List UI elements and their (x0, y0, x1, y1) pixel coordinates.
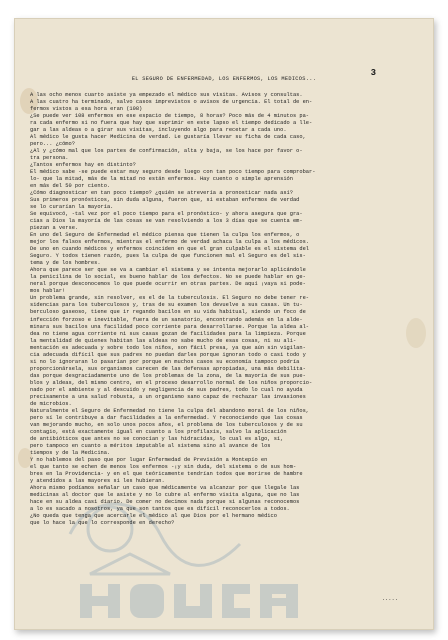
text-line: bres en la Providencia- y en el que teóricamente tendrían todos que morirse de hambre (30, 470, 303, 477)
text-line: mejor los falsos enfermos, mientras el enfermo de verdad achaca la culpa a los médicos. (30, 239, 309, 246)
text-line: ¿Tantos enfermos hay en distinto? (30, 162, 136, 169)
text-line: mos hablar! (30, 288, 66, 295)
text-line: tema y de los hombres. (30, 260, 101, 267)
document-sheet (14, 18, 434, 630)
text-line: Y no hablemos del paso que por lugar Enfermedad de Previsión a Montepío en (30, 456, 268, 463)
text-line: de antibióticos que antes no se conocían y las hidracidas, lo cual es algo, sí, (30, 435, 284, 442)
text-line: se lo curarían la mayoría. (30, 204, 114, 211)
text-line: ¿Al y ¿cómo mal que los partes de confirmación, alta y baja, se los hace por favor o- (30, 148, 303, 155)
text-line: Seguro. Y todos tienen razón, pues la culpa de que funcionen mal el Seguro es del sis- (30, 253, 306, 260)
text-line: Naturalmente el Seguro de Enfermedad no tiene la culpa del abandono moral de los niños, (30, 407, 309, 414)
text-line: Se equivocó, -tal vez por el poco tiempo para el pronóstico- y ahora asegura que gra- (30, 211, 303, 218)
text-line: pero sí le contribuye a dar facilidades a la enfermedad. Y reconociendo que las cosas (30, 414, 303, 421)
text-line: cias a Dios la mayoría de las cosas se van resolviendo a los 3 días que se cuenta em- (30, 218, 303, 225)
text-line: contagio, está exactamente igual en cuanto a los profilaxis, salvo la aplicación (30, 428, 287, 435)
text-line: minara sus bacilos una facilidad poco corriente para desarrollarse. Porque la aldea al- (30, 323, 309, 330)
text-line: De uno en cuando médicos y enfermos coinciden en que el gran culpable es el sistema del (30, 246, 309, 253)
text-line: hace en su aldea casi diario. De comer no decimos nada porque si algunas reconocemos (30, 498, 300, 505)
text-line: Sus primeros pronósticos, sin duda alguna, fueron que, si estaban enfermos de verdad (30, 197, 300, 204)
text-line: nado por el ambiente y al descuido y negligencia de sus padres, todo lo cual no ayuda (30, 386, 303, 393)
text-line: ra cada enfermo si no fuera que hay que suprimir en este lapso el tiempo dedicado a lle- (30, 120, 313, 127)
text-line: pero tampoco en cuanto a méritos imputable al sistema sino al avance de los (30, 442, 271, 449)
body-text (30, 92, 422, 527)
text-line: gar a las aldeas o a girar sus visitas, incluyendo algo para recetar a cada uno. (30, 127, 287, 134)
text-line: piezan a verse. (30, 225, 79, 232)
text-line: fermos vistos a esa hora eran (108) (30, 106, 143, 113)
text-line: El médico sabe -se puede estar muy seguro desde luego con tan poco tiempo para comprobar- (30, 169, 316, 176)
text-line: en más del 50 por ciento. (30, 183, 111, 190)
text-line: precisamente a una salud robusta, a un organismo sano capaz de rechazar las invasiones (30, 393, 306, 400)
text-line: la mentalidad de quienes habitan las aldeas no sabe mucho de esas cosas, ni su ali- (30, 337, 297, 344)
text-line: a lo es sacado a nosotros, ya que son tantos que es difícil reconocerlos a todos. (30, 505, 290, 512)
text-line: Al médico le gusta hacer Medicina de verdad. Le gustaría llevar su ficha de cada caso, (30, 134, 306, 141)
text-line: lo- que la mitad, más de la mitad no están enfermos. Hay cuento o simple aprensión (30, 176, 293, 183)
text-line: pero... ¿cómo? (30, 141, 75, 148)
text-line: sidencias para los tuberculosos y, tras de su examen los devuelve a sus casas. Un tu- (30, 302, 303, 309)
text-line: ¿Se puede ver 108 enfermos en ese espacio de tiempo, 8 horas? Poco más de 4 minutos pa- (30, 113, 309, 120)
text-line: dea no tiene agua corriente ni sus casas gozan de facilidades para la limpieza. Porque (30, 330, 306, 337)
text-line: tra persona. (30, 155, 69, 162)
closing-ellipsis: ..... (381, 596, 398, 602)
text-line: van mejorando mucho, en solo unos pocos años, el problema de los tuberculosos y de su (30, 421, 303, 428)
text-line: das porque desgraciadamente uno de los problemas de la zona, de la mayoría de sus pue- (30, 372, 306, 379)
text-line: berculoso gaseoso, tiene que ir regando bacilos en su vida habitual, siendo un foco de (30, 309, 306, 316)
text-line: A las cuatro ha terminado, salvo casos imprevistos o avisos de urgencia. El total de en- (30, 99, 313, 106)
text-line: En uno del Seguro de Enfermedad el médico piensa que tienen la culpa los enfermos, o (30, 232, 300, 239)
text-line: ¿Cómo diagnosticar en tan poco tiempo? ¿quién se atrevería a pronosticar nada así? (30, 190, 293, 197)
text-line: si no lo ignoraran lo pasarían por porque en muchos casos su economía tampoco podría (30, 358, 300, 365)
text-line: proporcionársela, sus organismos carecen de las defensas apropiadas, una más debilita- (30, 365, 306, 372)
text-line: la penicilina de lo social, es bueno hablar de los defectos. No se puede hablar en ge- (30, 274, 306, 281)
page-number: 3 (370, 68, 376, 78)
text-line: mentación es adecuada y sobre todo los niños, son fácil presa, ya que aún sin vigilan- (30, 344, 306, 351)
text-line: Un problema grande, sin resolver, es el de la tuberculosis. El Seguro no debe tener re- (30, 295, 309, 302)
text-line: infección forzoso e inevitable, fuera de un sanatorio, encontrando además en la alde- (30, 316, 303, 323)
text-line: Ahora que parece ser que se va a cambiar el sistema y se intenta mejorarlo aplicándole (30, 267, 306, 274)
text-line: tiempos y de la Medicina. (30, 449, 111, 456)
text-line: medicinas al doctor que le asiste y no lo cubre al enfermo visita alguna, que no las (30, 491, 300, 498)
text-line: neral porque desconocemos lo que puede ocurrir en otras partes. De aquí ¡vaya si pode- (30, 281, 306, 288)
text-line: Ahora mismo podíamos señalar un caso que médicamente va alcanzar por que llegale las (30, 484, 300, 491)
text-line: de microbios. (30, 400, 72, 407)
text-line: A las ocho menos cuarto asiste ya empezado el médico sus visitas. Avisos y consultas. (30, 92, 303, 98)
text-line: el que tanto se echen de menos los enfermos -¡y sin duda, del sistema o de sus hom- (30, 463, 297, 470)
text-line: blos y aldeas, del mismo centro, en el proceso desarrollo normal de los niños proporcio- (30, 379, 313, 386)
text-line: y atendidos a las mayores si les hubieran. (30, 477, 165, 484)
text-line: cia adecuada difícil que sus padres no puedan darles porque ignoran todo o casi todo y (30, 351, 306, 358)
text-line: que lo hace la que lo corresponde en derecho? (30, 519, 175, 526)
text-line: ¿No queda que tenga que acercarle el médico al que Dios por el hermano médico (30, 512, 277, 519)
document-title: EL SEGURO DE ENFERMEDAD, LOS ENFERMOS, LOS MEDICOS... (131, 76, 317, 82)
